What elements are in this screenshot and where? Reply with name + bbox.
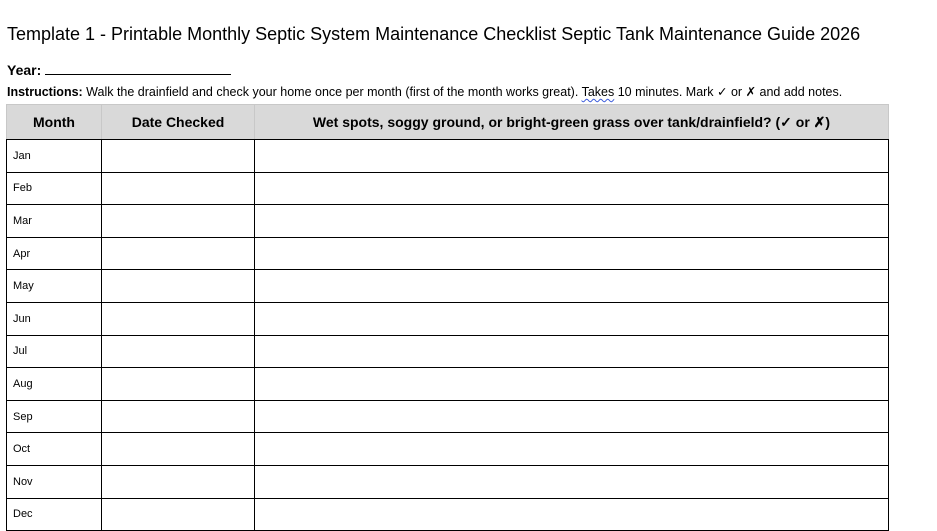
instructions-spellcheck-word: Takes [581, 85, 615, 99]
month-cell: Sep [7, 400, 102, 433]
table-row [7, 237, 889, 270]
date-checked-cell[interactable] [102, 368, 255, 401]
table-row [7, 172, 889, 205]
table-row [7, 205, 889, 238]
table-header-row [7, 105, 889, 140]
table-row [7, 433, 889, 466]
table-row [7, 400, 889, 433]
wet-spots-cell[interactable] [255, 205, 889, 238]
date-checked-cell[interactable] [102, 302, 255, 335]
month-cell: Dec [7, 498, 102, 531]
year-field [7, 61, 231, 78]
wet-spots-cell[interactable] [255, 335, 889, 368]
table-row [7, 302, 889, 335]
date-checked-cell[interactable] [102, 400, 255, 433]
table-row [7, 335, 889, 368]
month-cell: Apr [7, 237, 102, 270]
year-label: Year: [7, 62, 42, 78]
page-title: Template 1 - Printable Monthly Septic System Maintenance Checklist Septic Tank Maintenance Guide 2026 [7, 24, 861, 44]
header-wet-spots: Wet spots, soggy ground, or bright-green grass over tank/drainfield? (✓ or ✗) [255, 105, 889, 140]
instructions-label: Instructions: [7, 85, 83, 99]
date-checked-cell[interactable] [102, 205, 255, 238]
header-date-checked: Date Checked [102, 105, 255, 140]
year-blank-line [45, 61, 231, 75]
month-cell: Mar [7, 205, 102, 238]
month-cell: Oct [7, 433, 102, 466]
table-row [7, 498, 889, 531]
date-checked-cell[interactable] [102, 433, 255, 466]
date-checked-cell[interactable] [102, 237, 255, 270]
date-checked-cell[interactable] [102, 270, 255, 303]
wet-spots-cell[interactable] [255, 172, 889, 205]
table-row [7, 140, 889, 173]
month-cell: Jul [7, 335, 102, 368]
month-cell: Aug [7, 368, 102, 401]
wet-spots-cell[interactable] [255, 400, 889, 433]
date-checked-cell[interactable] [102, 465, 255, 498]
date-checked-cell[interactable] [102, 335, 255, 368]
wet-spots-cell[interactable] [255, 368, 889, 401]
instructions-text-before: Walk the drainfield and check your home once per month (first of the month works great). [82, 85, 582, 99]
wet-spots-cell[interactable] [255, 498, 889, 531]
wet-spots-cell[interactable] [255, 302, 889, 335]
date-checked-cell[interactable] [102, 140, 255, 173]
wet-spots-cell[interactable] [255, 465, 889, 498]
table-row [7, 368, 889, 401]
table-row [7, 270, 889, 303]
month-cell: Feb [7, 172, 102, 205]
instructions [7, 84, 842, 99]
month-cell: Jan [7, 140, 102, 173]
checklist-table [6, 104, 889, 531]
wet-spots-cell[interactable] [255, 270, 889, 303]
instructions-text-after: 10 minutes. Mark ✓ or ✗ and add notes. [614, 85, 843, 99]
wet-spots-cell[interactable] [255, 237, 889, 270]
header-month: Month [7, 105, 102, 140]
month-cell: May [7, 270, 102, 303]
wet-spots-cell[interactable] [255, 433, 889, 466]
date-checked-cell[interactable] [102, 172, 255, 205]
month-cell: Jun [7, 302, 102, 335]
table-row [7, 465, 889, 498]
date-checked-cell[interactable] [102, 498, 255, 531]
wet-spots-cell[interactable] [255, 140, 889, 173]
month-cell: Nov [7, 465, 102, 498]
